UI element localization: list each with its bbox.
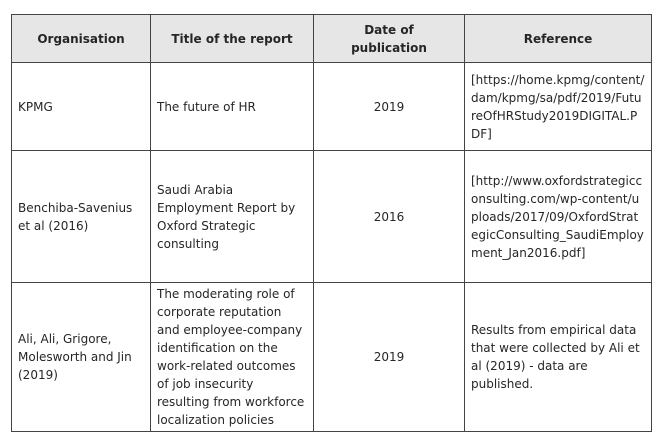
header-organisation: Organisation (12, 15, 151, 63)
cell-reference: Results from empirical data that were collected by Ali et al (2019) - data are published. (465, 283, 652, 432)
header-reference: Reference (465, 15, 652, 63)
cell-organisation: Ali, Ali, Grigore, Molesworth and Jin (2019) (12, 283, 151, 432)
cell-reference: [https://home.kpmg/content/dam/kpmg/sa/pdf/2019/FutureOfHRStudy2019DIGITAL.PDF] (465, 63, 652, 151)
table-header-row (12, 15, 652, 63)
cell-organisation: KPMG (12, 63, 151, 151)
table-row (12, 283, 652, 432)
header-title: Title of the report (151, 15, 314, 63)
cell-title: The future of HR (151, 63, 314, 151)
cell-reference: [http://www.oxfordstrategicconsulting.com/wp-content/uploads/2017/09/OxfordStrategicConsulting_SaudiEmployment_Jan2016.pdf] (465, 151, 652, 283)
cell-date: 2016 (314, 151, 465, 283)
cell-date: 2019 (314, 63, 465, 151)
cell-date: 2019 (314, 283, 465, 432)
reports-table (11, 14, 652, 432)
cell-title: Saudi Arabia Employment Report by Oxford Strategic consulting (151, 151, 314, 283)
cell-organisation: Benchiba-Savenius et al (2016) (12, 151, 151, 283)
table-row (12, 151, 652, 283)
header-date: Date of publication (314, 15, 465, 63)
cell-title: The moderating role of corporate reputation and employee-company identification on the work-related outcomes of job insecurity resulting from workforce localization policies (151, 283, 314, 432)
table-row (12, 63, 652, 151)
